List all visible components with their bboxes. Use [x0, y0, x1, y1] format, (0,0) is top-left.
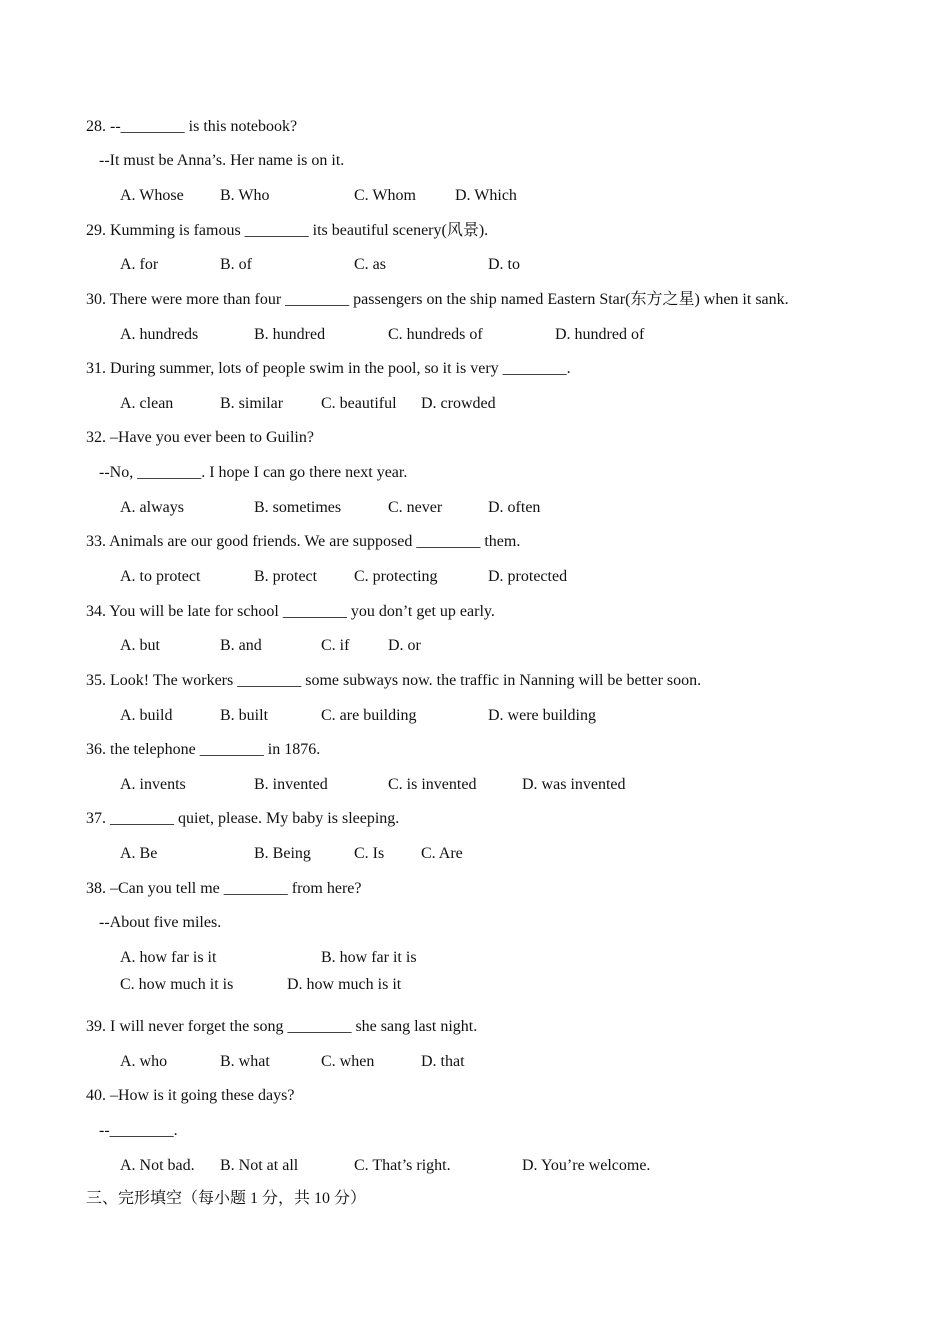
- question-37-option-b: B. Being: [254, 845, 311, 862]
- question-39-option-d: D. that: [421, 1053, 465, 1070]
- question-37-option-d: C. Are: [421, 845, 463, 862]
- question-33-option-c: C. protecting: [354, 568, 438, 585]
- question-38-option-c: C. how much it is: [120, 976, 234, 993]
- question-31-stem: 31. During summer, lots of people swim in the pool, so it is very ________.: [86, 360, 571, 377]
- question-30-option-a: A. hundreds: [120, 326, 199, 343]
- question-38-option-a: A. how far is it: [120, 949, 217, 966]
- question-40-option-c: C. That’s right.: [354, 1157, 451, 1174]
- question-29-stem: 29. Kumming is famous ________ its beautiful scenery(风景).: [86, 222, 489, 239]
- question-29-option-c: C. as: [354, 256, 386, 273]
- question-34-option-b: B. and: [220, 637, 262, 654]
- question-32-stem: 32. –Have you ever been to Guilin?: [86, 429, 314, 446]
- question-34-option-d: D. or: [388, 637, 421, 654]
- question-40-reply: --________.: [99, 1122, 178, 1139]
- question-36-option-d: D. was invented: [522, 776, 626, 793]
- question-39-option-b: B. what: [220, 1053, 270, 1070]
- question-36-option-c: C. is invented: [388, 776, 477, 793]
- question-29-option-a: A. for: [120, 256, 159, 273]
- question-35-option-b: B. built: [220, 707, 269, 724]
- question-30-option-d: D. hundred of: [555, 326, 645, 343]
- question-30-option-c: C. hundreds of: [388, 326, 483, 343]
- question-28-reply: --It must be Anna’s. Her name is on it.: [99, 152, 345, 169]
- question-28-option-d: D. Which: [455, 187, 517, 204]
- question-28-option-b: B. Who: [220, 187, 270, 204]
- question-32-option-a: A. always: [120, 499, 184, 516]
- question-28-option-c: C. Whom: [354, 187, 416, 204]
- question-33-option-a: A. to protect: [120, 568, 201, 585]
- question-35-option-a: A. build: [120, 707, 173, 724]
- question-32-option-d: D. often: [488, 499, 541, 516]
- question-34-option-a: A. but: [120, 637, 160, 654]
- question-40-option-b: B. Not at all: [220, 1157, 299, 1174]
- question-29-option-b: B. of: [220, 256, 252, 273]
- question-37-option-c: C. Is: [354, 845, 385, 862]
- question-31-option-b: B. similar: [220, 395, 284, 412]
- question-35-option-d: D. were building: [488, 707, 596, 724]
- question-36-option-a: A. invents: [120, 776, 186, 793]
- question-34-stem: 34. You will be late for school ________ you don’t get up early.: [86, 603, 495, 620]
- question-28-stem: 28. --________ is this notebook?: [86, 118, 298, 135]
- question-35-option-c: C. are building: [321, 707, 417, 724]
- question-39-option-a: A. who: [120, 1053, 168, 1070]
- question-40-stem: 40. –How is it going these days?: [86, 1087, 295, 1104]
- question-28-option-a: A. Whose: [120, 187, 184, 204]
- question-32-reply: --No, ________. I hope I can go there next year.: [99, 464, 408, 481]
- question-34-option-c: C. if: [321, 637, 350, 654]
- question-32-option-c: C. never: [388, 499, 443, 516]
- question-38-stem: 38. –Can you tell me ________ from here?: [86, 880, 362, 897]
- question-33-option-d: D. protected: [488, 568, 568, 585]
- question-38-option-d: D. how much is it: [287, 976, 402, 993]
- section-heading: 三、完形填空（每小题 1 分，共 10 分）: [86, 1190, 367, 1207]
- question-36-stem: 36. the telephone ________ in 1876.: [86, 741, 321, 758]
- question-31-option-a: A. clean: [120, 395, 174, 412]
- question-37-stem: 37. ________ quiet, please. My baby is sleeping.: [86, 810, 400, 827]
- question-36-option-b: B. invented: [254, 776, 328, 793]
- question-29-option-d: D. to: [488, 256, 520, 273]
- question-33-option-b: B. protect: [254, 568, 318, 585]
- question-35-stem: 35. Look! The workers ________ some subways now. the traffic in Nanning will be better soon.: [86, 672, 702, 689]
- question-31-option-c: C. beautiful: [321, 395, 397, 412]
- question-32-option-b: B. sometimes: [254, 499, 342, 516]
- question-38-reply: --About five miles.: [99, 914, 222, 931]
- question-40-option-d: D. You’re welcome.: [522, 1157, 651, 1174]
- question-38-option-b: B. how far it is: [321, 949, 417, 966]
- question-37-option-a: A. Be: [120, 845, 158, 862]
- question-39-stem: 39. I will never forget the song ________ she sang last night.: [86, 1018, 478, 1035]
- question-33-stem: 33. Animals are our good friends. We are supposed ________ them.: [86, 533, 521, 550]
- question-39-option-c: C. when: [321, 1053, 375, 1070]
- question-40-option-a: A. Not bad.: [120, 1157, 195, 1174]
- question-31-option-d: D. crowded: [421, 395, 496, 412]
- question-30-option-b: B. hundred: [254, 326, 326, 343]
- question-30-stem: 30. There were more than four ________ passengers on the ship named Eastern Star(东方之星) when it sank.: [86, 291, 789, 308]
